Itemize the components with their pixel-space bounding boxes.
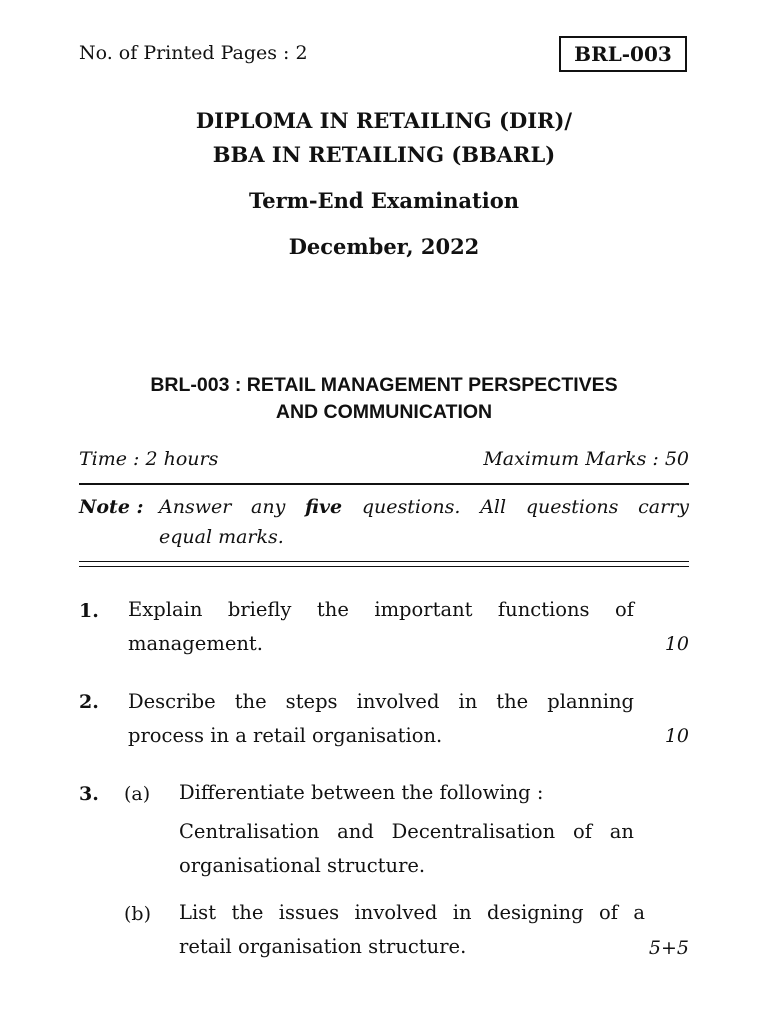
course-title <box>0 372 768 426</box>
subquestion-text: List the issues involved in designing of a retail organisation structure. <box>179 901 645 958</box>
question-number: 1. <box>79 600 99 622</box>
question-marks: 5+5 <box>648 937 689 959</box>
question-marks: 10 <box>664 633 689 655</box>
note-text-line2: equal marks. <box>159 526 284 548</box>
note-text-line1: Answer any five questions. All questions carry <box>159 496 689 518</box>
question-number: 3. <box>79 783 99 805</box>
course-title-line1: BRL-003 : RETAIL MANAGEMENT PERSPECTIVES <box>150 374 618 396</box>
subquestion-text: Differentiate between the following : <box>179 781 544 804</box>
course-title-line2: AND COMMUNICATION <box>275 401 493 423</box>
programme-title-line1: DIPLOMA IN RETAILING (DIR)/ <box>195 108 573 133</box>
divider-top <box>79 483 689 485</box>
maximum-marks: Maximum Marks : 50 <box>483 448 689 470</box>
subquestion-label: (a) <box>124 783 151 805</box>
printed-pages-label: No. of Printed Pages : 2 <box>79 42 308 64</box>
programme-title-line2: BBA IN RETAILING (BBARL) <box>212 142 556 167</box>
time-allowed: Time : 2 hours <box>79 448 219 470</box>
exam-date: December, 2022 <box>288 234 480 259</box>
subquestion-text: Centralisation and Decentralisation of an organisational structure. <box>179 820 634 877</box>
question-text: Describe the steps involved in the planning process in a retail organisation. <box>128 690 634 747</box>
question-text: Explain briefly the important functions of management. <box>128 598 634 655</box>
note-label: Note : <box>79 496 144 518</box>
question-number: 2. <box>79 691 99 713</box>
course-code-box: BRL-003 <box>559 36 687 72</box>
exam-title: Term-End Examination <box>248 188 519 213</box>
question-marks: 10 <box>664 725 689 747</box>
instructions-note <box>79 496 689 548</box>
divider-double-top <box>79 561 689 562</box>
divider-double-bottom <box>79 566 689 567</box>
subquestion-label: (b) <box>124 903 151 925</box>
